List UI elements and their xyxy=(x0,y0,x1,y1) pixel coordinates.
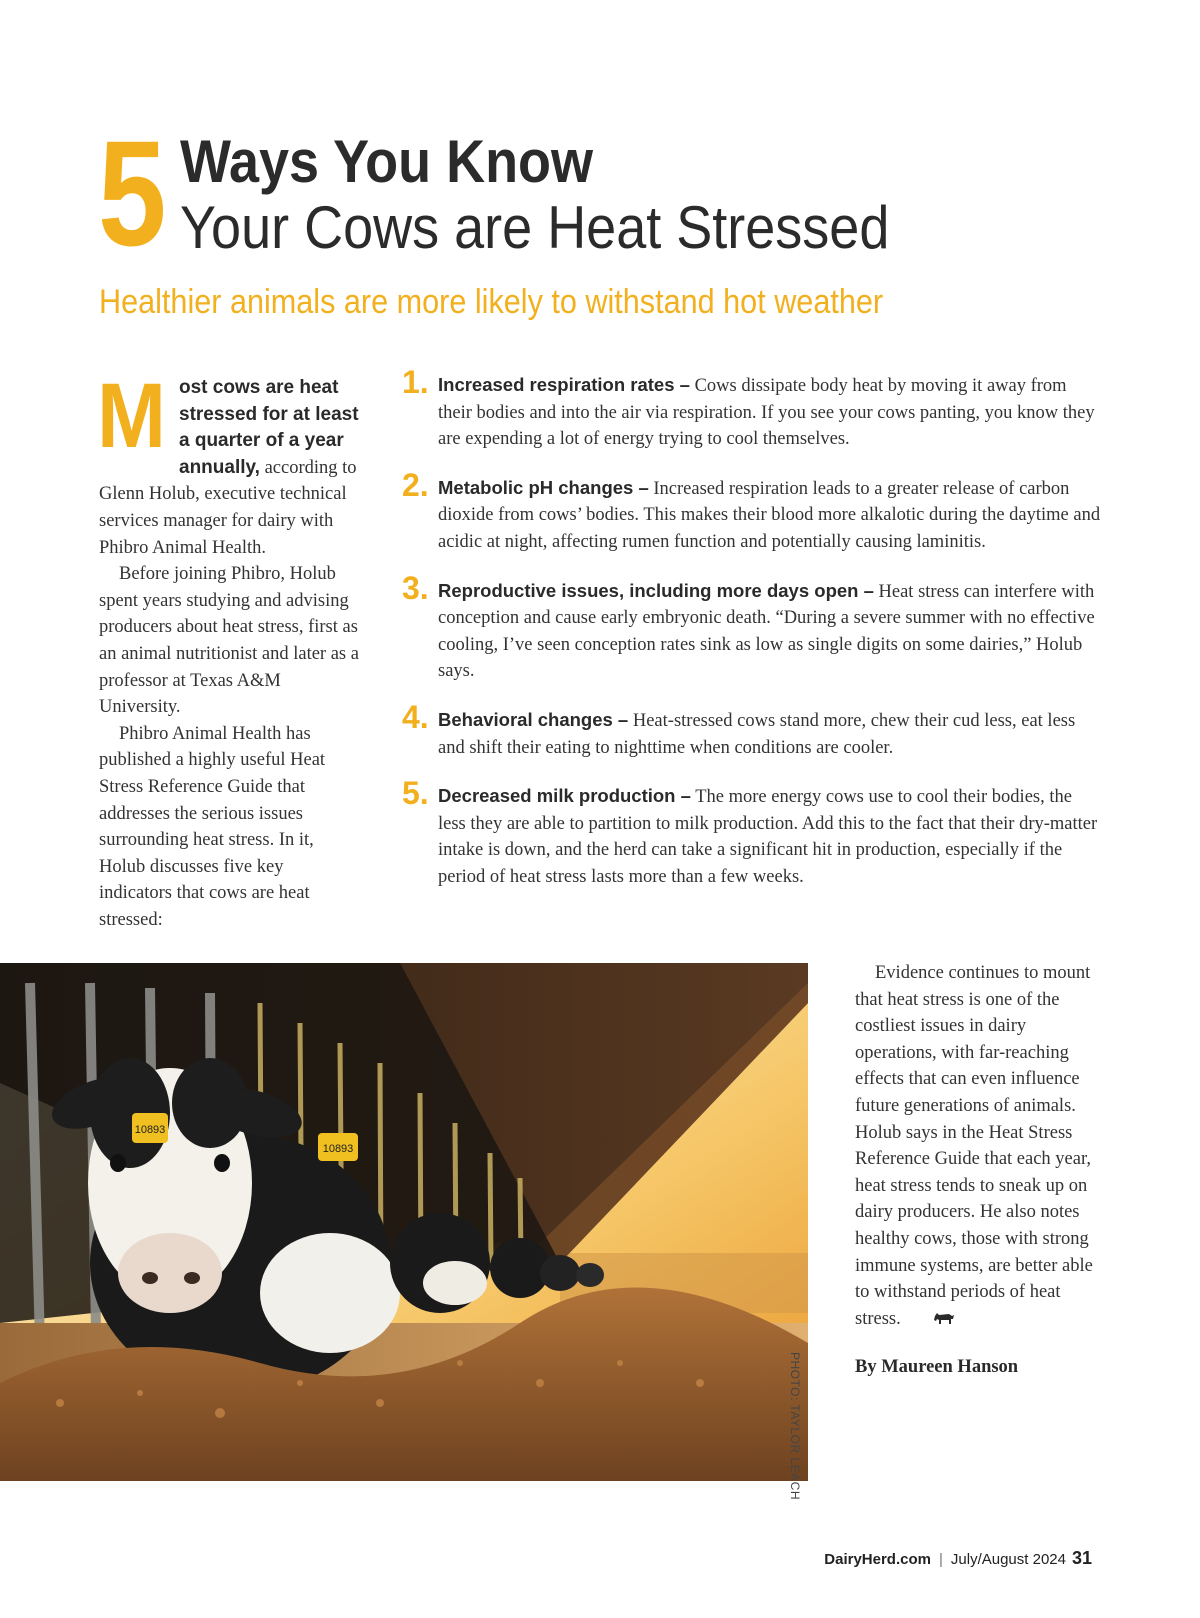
list-text: Increased respiration leads to a greater release of carbon dioxide from cows’ bodies. This makes their blood more alkalotic during the daytime and acidic at night, affecting rumen function and potentially causing laminitis. xyxy=(438,478,1101,552)
lead-paragraph-1-rest: according to Glenn Holub, executive technical services manager for dairy with Phibro Animal Health. xyxy=(99,457,357,558)
cow-end-mark-icon xyxy=(913,1308,935,1324)
ear-tag-left: 10893 xyxy=(134,1124,166,1136)
footer-issue: July/August 2024 xyxy=(950,1551,1066,1568)
list-number: 1. xyxy=(402,364,429,400)
list-item xyxy=(402,698,1102,761)
list-number: 4. xyxy=(402,698,429,735)
title-line-1: Ways You Know xyxy=(180,128,594,195)
list-text: Heat-stressed cows stand more, chew their cud less, eat less and shift their eating to nighttime when conditions are cooler. xyxy=(438,710,1076,758)
closing-paragraph xyxy=(855,960,1095,1332)
page-footer xyxy=(824,1548,1092,1569)
lead-bold-intro: ost cows are heat stressed for at least a quarter of a year annually, xyxy=(179,377,359,478)
list-heading: Decreased milk production – xyxy=(438,785,691,807)
title-line-2: Your Cows are Heat Stressed xyxy=(180,194,890,261)
list-number: 3. xyxy=(402,569,429,606)
list-heading: Metabolic pH changes – xyxy=(438,476,649,498)
footer-separator: | xyxy=(938,1551,943,1568)
title-block xyxy=(98,109,998,277)
lead-column xyxy=(97,365,361,933)
list-text: Cows dissipate body heat by moving it away from their bodies and into the air via respiration. If you see your cows panting, you know they are expending a lot of energy trying to cool themselves. xyxy=(438,376,1095,450)
title-number: 5 xyxy=(98,109,164,277)
byline: By Maureen Hanson xyxy=(855,1357,1019,1378)
lead-paragraph-3: Phibro Animal Health has published a highly useful Heat Stress Reference Guide that addresses the serious issues surrounding heat stress. In it, Holub discusses five key indicators that cows are heat stressed: xyxy=(99,723,326,930)
indicator-list xyxy=(402,364,1102,913)
list-item xyxy=(402,364,1102,453)
list-heading: Reproductive issues, including more days open – xyxy=(438,579,874,601)
list-item xyxy=(402,466,1102,556)
closing-column xyxy=(855,960,1095,1381)
drop-cap: M xyxy=(97,365,166,467)
list-text: Heat stress can interfere with conception and cause early embryonic death. “During a severe summer with no effective cooling, I’ve seen conception rates sink as low as single digits on some dairies,” Holub says. xyxy=(438,581,1095,682)
photo-credit: PHOTO: TAYLOR LEACH xyxy=(788,1352,802,1500)
closing-text: Evidence continues to mount that heat stress is one of the costliest issues in dairy operations, with far-reaching effects that can even influence future generations of animals. Holub says in the Heat Stress Reference Guide that each year, heat stress tends to sneak up on dairy producers. He also notes healthy cows, those with strong immune systems, are better able to withstand periods of heat stress. xyxy=(855,963,1093,1329)
lead-paragraph-1 xyxy=(97,365,361,561)
cow-barn-photo xyxy=(0,963,808,1481)
list-heading: Increased respiration rates – xyxy=(438,374,690,395)
list-number: 2. xyxy=(402,466,429,503)
page-number: 31 xyxy=(1071,1548,1092,1568)
footer-site: DairyHerd.com xyxy=(824,1551,931,1568)
list-number: 5. xyxy=(402,775,429,812)
list-text: The more energy cows use to cool their bodies, the less they are able to partition to milk production. Add this to the fact that their dry-matter intake is down, and the herd can take a significant hit in production, especially if the period of heat stress lasts more than a few weeks. xyxy=(438,787,1098,887)
list-item xyxy=(402,775,1102,890)
list-item xyxy=(402,569,1102,685)
ear-tag-right: 10893 xyxy=(322,1143,354,1155)
subtitle: Healthier animals are more likely to withstand hot weather xyxy=(99,283,884,321)
lead-paragraph-2: Before joining Phibro, Holub spent years studying and advising producers about heat stress, first as an animal nutritionist and later as a professor at Texas A&M University. xyxy=(99,564,359,718)
list-heading: Behavioral changes – xyxy=(438,708,629,730)
